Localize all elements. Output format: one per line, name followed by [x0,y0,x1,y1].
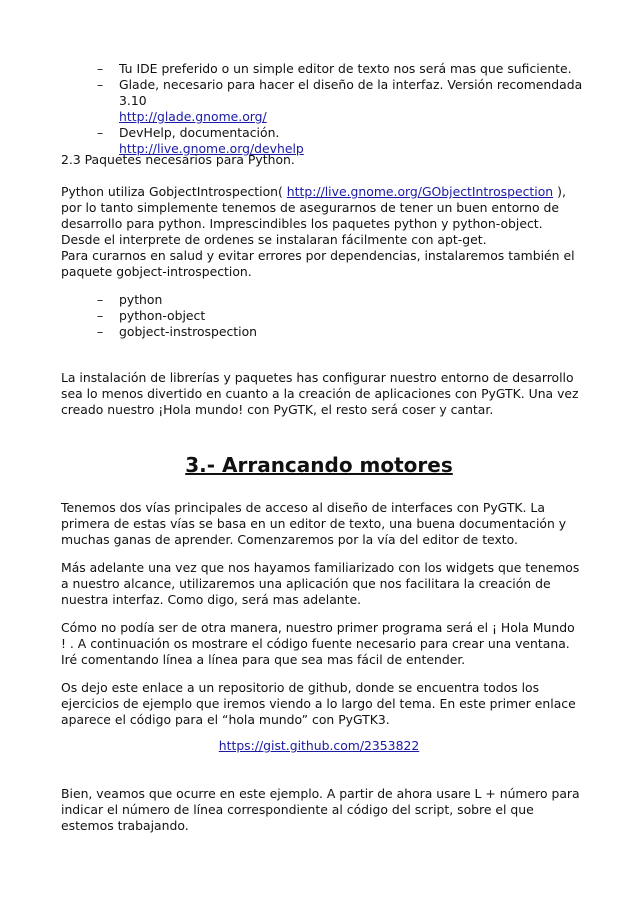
gist-link-line [0,738,638,754]
list-item [61,292,591,308]
tools-list [61,61,591,157]
list-item [61,324,591,340]
install-paragraph: La instalación de librerías y paquetes has configurar nuestro entorno de desarrollo sea lo menos divertido en cuanto a la creación de aplicaciones con PyGTK. Una vez creado nuestro ¡Hola mundo! con PyGTK, el resto será coser y cantar. [61,370,579,417]
list-dash: – [97,324,104,339]
list-item-text: Glade, necesario para hacer el diseño de la interfaz. Versión recomendada 3.10 [119,77,583,108]
paragraph-hello-world: Cómo no podía ser de otra manera, nuestro primer programa será el ¡ Hola Mundo ! . A continuación os mostrare el código fuente necesario para crear una ventana. Iré comentando línea a línea para que sea mas fácil de entender. [61,620,575,667]
list-item [61,308,591,324]
list-dash: – [97,77,104,92]
list-dash: – [97,125,104,140]
paragraph-github: Os dejo este enlace a un repositorio de github, donde se encuentra todos los ejercicios de ejemplo que iremos viendo a lo largo del tema. En este primer enlace aparece el código para el “hola mundo” con PyGTK3. [61,680,576,727]
gobject-introspection-link[interactable]: http://live.gnome.org/GObjectIntrospection [286,184,554,199]
list-item-text: gobject-instrospection [119,324,258,339]
devhelp-link[interactable]: http://live.gnome.org/devhelp [119,141,304,156]
list-item [61,77,591,125]
list-item-text: python-object [119,308,206,323]
packages-list [61,292,591,340]
section-heading: 2.3 Paquetes necesarios para Python. [61,152,295,167]
paragraph-widgets: Más adelante una vez que nos hayamos familiarizado con los widgets que tenemos a nuestro alcance, utilizaremos una aplicación que nos facilitara la creación de nuestra interfaz. Como digo, será mas adelante. [61,560,580,607]
list-item [61,61,591,77]
list-item-text: python [119,292,163,307]
paragraph-text: Python utiliza GobjectIntrospection( [61,184,287,199]
list-dash: – [97,61,104,76]
paragraph-line-numbers: Bien, veamos que ocurre en este ejemplo. A partir de ahora usare L + número para indicar el número de línea correspondiente al código del script, sobre el que estemos trabajando. [61,786,580,833]
list-item-text: Tu IDE preferido o un simple editor de texto nos será mas que suficiente. [119,61,572,76]
list-dash: – [97,308,104,323]
gist-link[interactable]: https://gist.github.com/2353822 [218,738,420,753]
paragraph-access-routes: Tenemos dos vías principales de acceso al diseño de interfaces con PyGTK. La primera de estas vías se basa en un editor de texto, una buena documentación y muchas ganas de aprender. Comenzaremos por la vía del editor de texto. [61,500,567,547]
list-dash: – [97,292,104,307]
chapter-title: 3.- Arrancando motores [185,453,453,477]
list-item-text: DevHelp, documentación. [119,125,280,140]
paragraph-text: Para curarnos en salud y evitar errores por dependencias, instalaremos también el paquete gobject-introspection. [61,248,575,279]
paragraph-text: ), por lo tanto simplemente tenemos de asegurarnos de tener un buen entorno de desarrollo para python. Imprescindibles los paquetes python y python-object. Desde el interprete de ordenes se instalaran fácilmente con apt-get. [61,184,566,247]
python-packages-paragraph [61,184,581,280]
glade-link[interactable]: http://glade.gnome.org/ [119,109,267,124]
